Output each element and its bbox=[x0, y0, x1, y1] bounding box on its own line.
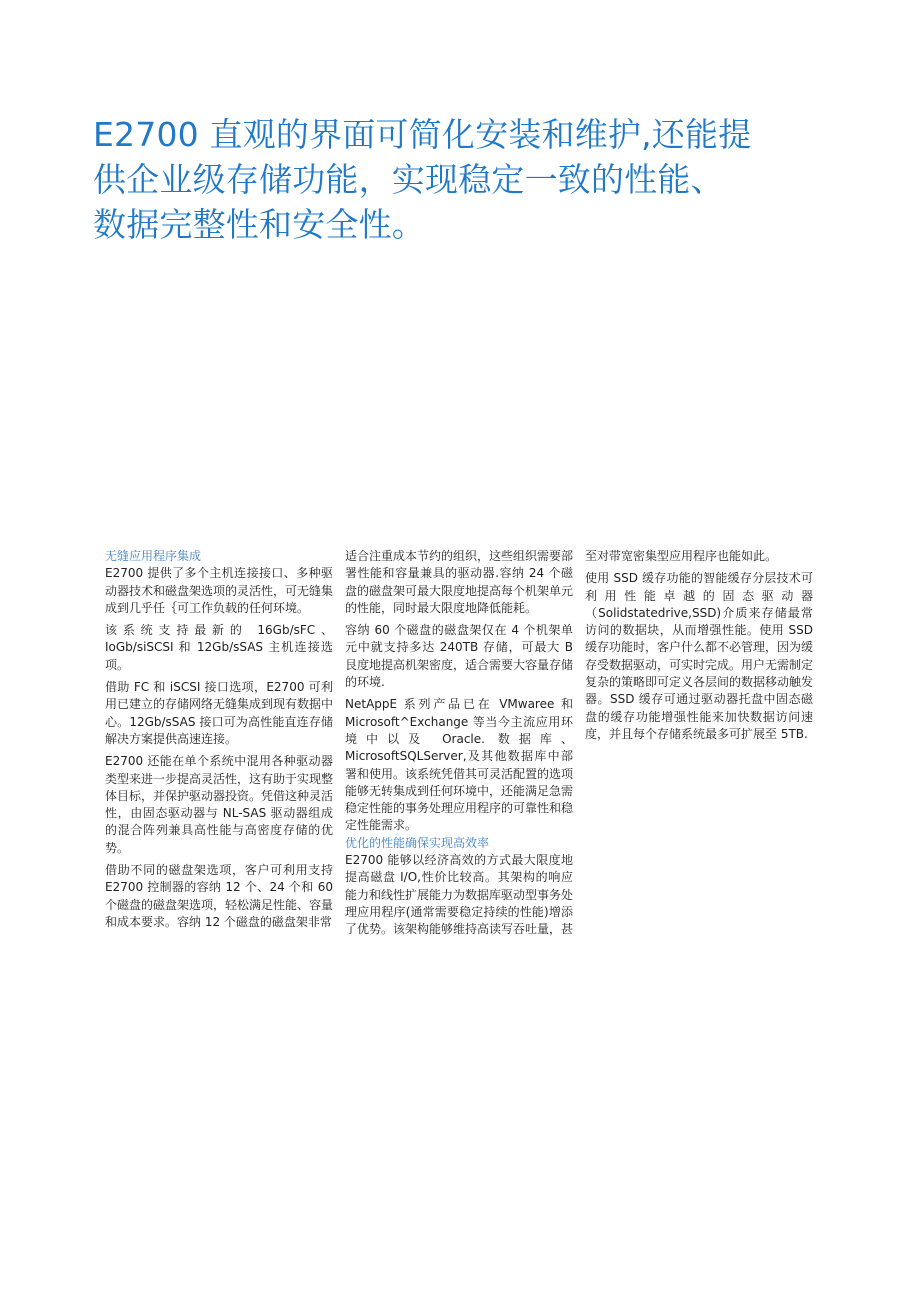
headline-line-2: 供企业级存储功能，实现稳定一致的性能、 bbox=[93, 160, 724, 199]
body-paragraph: NetAppE 系列产品已在 VMwaree 和 Microsoft^Exchange 等当今主流应用环境中以及 Oracle. 数据库、MicrosoftSQLServer,及其他数据库中部署和使用。该系统凭借其可灵活配置的选项能够无转集成到任何环境中，还能满足急需稳定性能的事务处理应用程序的可靠性和稳定性能需求。 bbox=[345, 697, 574, 833]
body-paragraph: E2700 能够以经济高效的方式最大限度地提高磁盘 I/O,性价比较高。其架构的响应能力和线性扩展能力为数据库驱动型事务处理应用程序(通常需要稳定持续的性能)增添了优势。该架构能够维持高读写吞吐量，甚 bbox=[345, 853, 574, 937]
body-paragraph: 适合注重成本节约的组织，这些组织需要部署性能和容量兼具的驱动器.容纳 24 个磁盘的磁盘架可最大限度地提高每个机架单元的性能，同时最大限度地降低能耗。 bbox=[345, 549, 574, 615]
text-column-2 bbox=[345, 548, 573, 944]
body-paragraph: E2700 还能在单个系统中混用各种驱动器类型来进一步提高灵活性，这有助于实现整体目标，并保护驱动器投资。凭借这种灵活性，由固态驱动器与 NL-SAS 驱动器组成的混合阵列兼具高性能与高密度存储的优势。 bbox=[105, 754, 334, 855]
body-paragraph: 该系统支持最新的 16Gb/sFC、IoGb/siSCSI 和 12Gb/sSAS 主机连接选项。 bbox=[105, 623, 333, 672]
page-headline bbox=[93, 112, 853, 247]
body-paragraph: 至对带宽密集型应用程序也能如此。 bbox=[585, 549, 778, 563]
section-heading-seamless-integration: 无缝应用程序集成 bbox=[105, 549, 202, 563]
body-paragraph: E2700 提供了多个主机连接接口、多种驱动器技术和磁盘架选项的灵活性，可无缝集成到几乎任｛可工作负载的任何环境。 bbox=[105, 566, 334, 615]
body-paragraph: 容纳 60 个磁盘的磁盘架仅在 4 个机架单元中就支持多达 240TB 存储，可最大 B 艮度地提高机架密度，适合需要大容量存储的环境. bbox=[345, 623, 574, 690]
text-column-3 bbox=[585, 548, 813, 748]
body-paragraph: 使用 SSD 缓存功能的智能缓存分层技术可利用性能卓越的固态驱动器（Solidstatedrive,SSD)介质来存储最常访问的数据块，从而增强性能。使用 SSD 缓存功能时，客户什么都不必管理，因为缓存受数据驱动，可实时完成。用户无需制定复杂的策略即可定义各层间的数据移动触发器。SSD 缓存可通过驱动器托盘中固态磁盘的缓存功能增强性能来加快数据访问速度，并且每个存储系统最多可扩展至 5TB. bbox=[585, 571, 814, 741]
headline-line-1: E2700 直观的界面可简化安装和维护,还能提 bbox=[93, 115, 752, 154]
headline-line-3: 数据完整性和安全性。 bbox=[93, 205, 425, 244]
body-paragraph: 借助不同的磁盘架选项，客户可利用支持 E2700 控制器的容纳 12 个、24 个和 60 个磁盘的磁盘架选项，轻松满足性能、容量和成本要求。容纳 12 个磁盘的磁盘架非常 bbox=[105, 863, 334, 929]
section-heading-optimized-performance: 优化的性能确保实现高效率 bbox=[345, 835, 490, 850]
text-column-1 bbox=[105, 548, 333, 936]
body-paragraph: 借助 FC 和 iSCSI 接口选项，E2700 可利用已建立的存储网络无缝集成到现有数据中心。12Gb/sSAS 接口可为高性能直连存储解决方案提供高速连接。 bbox=[105, 680, 334, 746]
